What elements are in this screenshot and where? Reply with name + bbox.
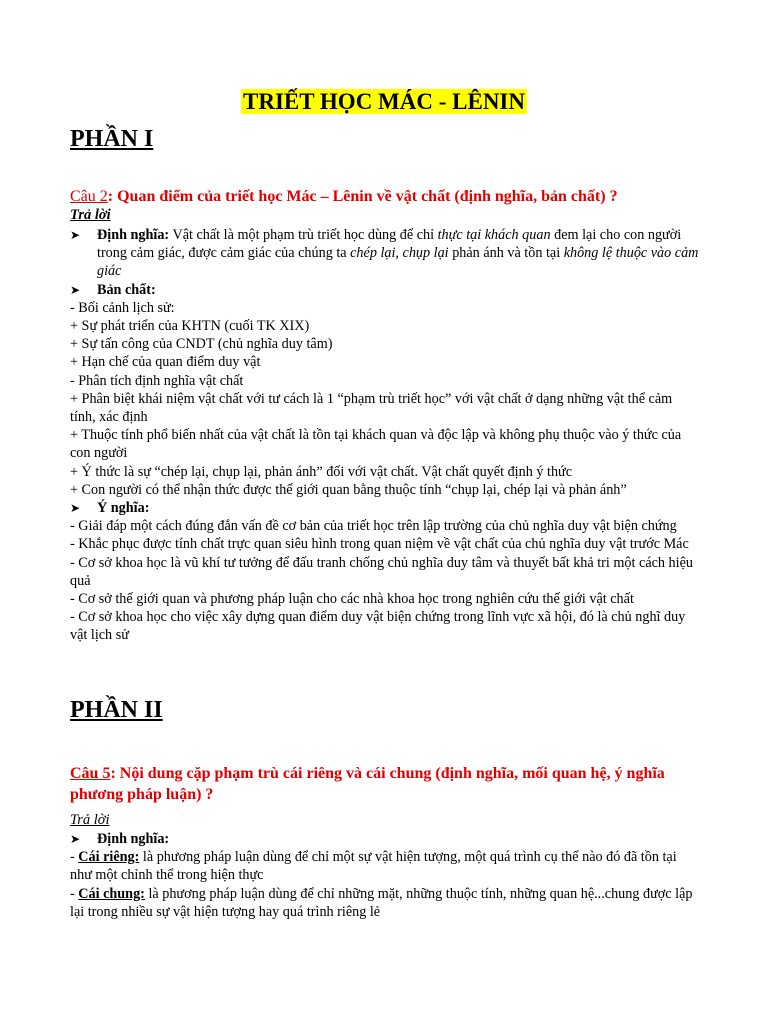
part2-question-number: Câu 5 xyxy=(70,765,111,782)
arrow-bullet-icon: ➤ xyxy=(70,832,81,846)
part2-body xyxy=(70,830,700,921)
arrow-bullet-icon: ➤ xyxy=(70,228,81,242)
definition-label: Định nghĩa: xyxy=(97,227,170,243)
part1-question-text: : Quan điểm của triết học Mác – Lênin về vật chất (định nghĩa, bản chất) ? xyxy=(107,188,618,205)
text-line: + Thuộc tính phổ biến nhất của vật chất là tồn tại khách quan và độc lập và không phụ thuộc vào ý thức của con người xyxy=(70,427,682,462)
part2-question-text: : Nội dung cặp phạm trù cái riêng và cái chung (định nghĩa, mối quan hệ, ý nghĩa phương pháp luận) ? xyxy=(70,765,665,803)
rieng-label: Cái riêng: xyxy=(78,849,140,866)
part1-heading: PHẦN I xyxy=(70,126,154,152)
arrow-bullet-icon: ➤ xyxy=(70,501,81,516)
text-line: + Sự phát triển của KHTN (cuối TK XIX) xyxy=(70,318,310,335)
part1-question-number: Câu 2 xyxy=(70,188,108,205)
text-line: + Ý thức là sự “chép lại, chụp lại, phản ánh” đối với vật chất. Vật chất quyết định ý thức xyxy=(70,463,573,480)
nature-bullet xyxy=(70,281,700,299)
part1-question xyxy=(70,186,700,207)
part2-heading: PHẦN II xyxy=(70,697,163,723)
text-line: - Phân tích định nghĩa vật chất xyxy=(70,372,244,389)
text-line: - Cơ sở khoa học là vũ khí tư tưởng để đấu tranh chống chủ nghĩa duy tâm và thuyết bất khả tri một cách hiệu quả xyxy=(70,554,693,589)
part2-definition-label: Định nghĩa: xyxy=(97,831,170,847)
text-line: + Con người có thể nhận thức được thế giới quan bằng thuộc tính “chụp lại, chép lại và phản ánh” xyxy=(70,481,627,498)
text-line: - Bối cảnh lịch sử: xyxy=(70,299,175,316)
definition-emph: thực tại khách quan xyxy=(437,227,551,243)
definition-text: đem lại cho con người trong cảm giác, được cảm giác của chúng ta xyxy=(97,227,682,262)
part2-question xyxy=(70,763,700,805)
arrow-bullet-icon: ➤ xyxy=(70,282,81,297)
meaning-label: Ý nghĩa: xyxy=(97,500,150,517)
nature-label: Bản chất: xyxy=(97,281,156,298)
document-title xyxy=(0,88,768,116)
rieng-definition: - Cái riêng: là phương pháp luận dùng để chỉ một sự vật hiện tượng, một quá trình cụ thể nào đó đã tồn tại như một chỉnh thể trong hiện thực xyxy=(70,849,677,884)
chung-label: Cái chung: xyxy=(78,885,145,902)
part2-definition-bullet xyxy=(70,830,700,848)
definition-text: Vật chất là một phạm trù triết học dùng để chỉ xyxy=(169,227,438,243)
title-highlight: TRIẾT HỌC MÁC - LÊNIN xyxy=(243,89,525,114)
chung-text: là phương pháp luận dùng để chỉ những mặt, những thuộc tính, những quan hệ...chung được lập lại trong nhiều sự vật hiện tượng hay quá trình riêng lẻ xyxy=(70,885,693,920)
text-line: - Khắc phục được tính chất trực quan siêu hình trong quan niệm về vật chất của chủ nghĩa duy vật trước Mác xyxy=(70,536,689,553)
definition-emph: không lệ thuộc vào cảm giác xyxy=(97,245,699,280)
text-line: - Giải đáp một cách đúng đắn vấn đề cơ bản của triết học trên lập trường của chủ nghĩa duy vật biện chứng xyxy=(70,518,677,535)
meaning-bullet xyxy=(70,499,700,517)
rieng-text: là phương pháp luận dùng để chỉ một sự vật hiện tượng, một quá trình cụ thể nào đó đã tồn tại như một chỉnh thể trong hiện thực xyxy=(70,849,677,884)
text-line: + Sự tấn công của CNDT (chủ nghĩa duy tâm) xyxy=(70,336,333,353)
part2-answer-label: Trả lời xyxy=(70,812,110,828)
definition-bullet xyxy=(70,226,700,281)
definition-emph: chép lại, chụp lại xyxy=(350,245,449,262)
text-line: - Cơ sở khoa học cho việc xây dựng quan điểm duy vật biện chứng trong lĩnh vực xã hội, đó là chủ nghĩ duy vật lịch sử xyxy=(70,609,686,644)
part1-body xyxy=(70,226,700,645)
text-line: - Cơ sở thế giới quan và phương pháp luận cho các nhà khoa học trong nghiên cứu thế giới vật chất xyxy=(70,591,634,608)
definition-text: phản ánh và tồn tại xyxy=(448,245,564,262)
text-line: + Hạn chế của quan điểm duy vật xyxy=(70,354,261,371)
part1-answer-label: Trả lời xyxy=(70,207,111,223)
chung-definition: - Cái chung: là phương pháp luận dùng để chỉ những mặt, những thuộc tính, những quan hệ...chung được lập lại trong nhiều sự vật hiện tượng hay quá trình riêng lẻ xyxy=(70,885,693,920)
text-line: + Phân biệt khái niệm vật chất với tư cách là 1 “phạm trù triết học” với vật chất ở dạng những vật thể cảm tính, xác định xyxy=(70,390,673,426)
